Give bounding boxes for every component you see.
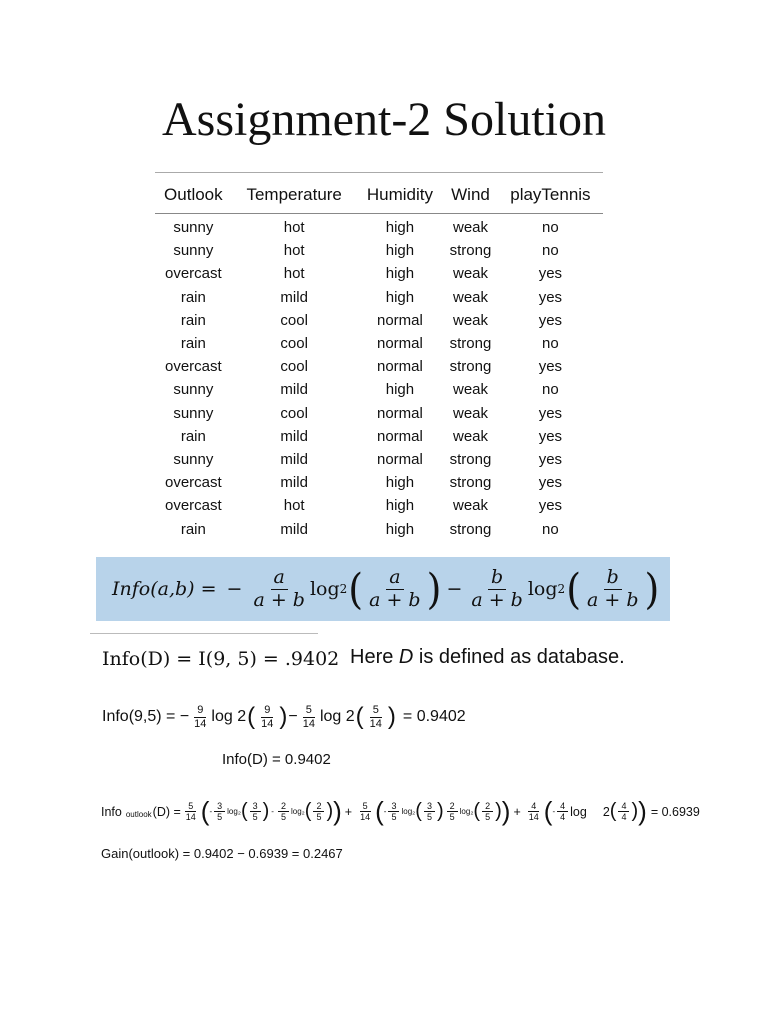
- info-outlook-label: Info: [101, 804, 122, 819]
- table-cell: sunny: [173, 381, 214, 399]
- table-cell: weak: [452, 427, 489, 445]
- io-log4: log₂: [459, 807, 474, 816]
- table-cell: yes: [538, 474, 563, 492]
- io-f8d: 5: [426, 812, 432, 822]
- table-row: [155, 332, 603, 355]
- table-cell: yes: [538, 404, 563, 422]
- table-cell: no: [542, 335, 559, 353]
- io-f11n: 4: [528, 801, 539, 812]
- table-cell: weak: [452, 265, 489, 283]
- numerator-b2: b: [604, 567, 622, 590]
- fraction-a2: [366, 567, 424, 612]
- header-humidity: Humidity: [357, 173, 444, 214]
- table-cell: strong: [449, 450, 492, 468]
- io-f10: [482, 801, 493, 823]
- io-f9n: 2: [447, 801, 458, 812]
- info95-frac4: [367, 704, 385, 730]
- numerator-a2: a: [386, 567, 403, 590]
- table-row: [155, 471, 603, 494]
- info-outlook-result: = 0.6939: [650, 804, 700, 819]
- io-p11: ): [495, 800, 502, 822]
- numerator-b: b: [488, 567, 506, 590]
- info95-d14d: 14: [369, 717, 382, 730]
- io-p16: ): [638, 796, 647, 826]
- table-row: [155, 494, 603, 517]
- log-label2: log: [527, 578, 558, 600]
- data-table: [155, 172, 603, 541]
- table-cell: sunny: [173, 404, 214, 422]
- table-cell: rain: [180, 288, 206, 306]
- info95-log1: log 2: [211, 708, 247, 725]
- info95-d14b: 14: [261, 717, 274, 730]
- table-cell: rain: [180, 335, 206, 353]
- info-formula-box: [96, 557, 670, 621]
- table-cell: normal: [376, 311, 423, 329]
- table-cell: hot: [283, 242, 305, 260]
- info95-log2: log 2: [319, 708, 355, 725]
- io-f2d: 5: [217, 812, 223, 822]
- io-p2: (: [240, 800, 248, 822]
- paren-close2: ): [644, 564, 660, 614]
- io-f5: [313, 801, 324, 823]
- table-cell: overcast: [165, 474, 222, 492]
- io-f13d: 4: [621, 812, 627, 822]
- io-m4: -: [552, 807, 556, 816]
- table-row: [155, 214, 603, 240]
- table-cell: normal: [376, 335, 423, 353]
- note-var: D: [398, 646, 414, 668]
- io-f8n: 3: [424, 801, 435, 812]
- table-cell: yes: [538, 497, 563, 515]
- table-cell: hot: [283, 265, 305, 283]
- io-f11d: 14: [528, 812, 539, 822]
- table-row: [155, 309, 603, 332]
- info95-n5: 5: [303, 704, 315, 718]
- table-cell: mild: [280, 288, 308, 306]
- io-f3: [250, 801, 261, 823]
- io-base5: 2: [602, 804, 610, 819]
- table-cell: sunny: [173, 450, 214, 468]
- table-cell: no: [542, 242, 559, 260]
- table-cell: normal: [376, 450, 423, 468]
- table-cell: cool: [280, 358, 308, 376]
- info95-result: = 0.9402: [402, 708, 466, 725]
- note-prefix: Here: [350, 646, 399, 668]
- table-cell: high: [385, 474, 415, 492]
- table-cell: strong: [449, 474, 492, 492]
- numerator-a: a: [271, 567, 288, 590]
- table-cell: cool: [280, 404, 308, 422]
- table-cell: yes: [538, 358, 563, 376]
- io-m1: -: [209, 807, 213, 816]
- info95-minus: −: [288, 708, 298, 725]
- fraction-b2: [584, 567, 642, 612]
- fraction-a: [250, 567, 308, 612]
- io-f8: [424, 801, 435, 823]
- table-row: [155, 286, 603, 309]
- table-cell: strong: [449, 520, 492, 538]
- gain-outlook: Gain(outlook) = 0.9402 − 0.6939 = 0.2467: [101, 846, 343, 861]
- io-f6: [357, 801, 373, 823]
- table-cell: normal: [376, 427, 423, 445]
- info-outlook-sub: outlook: [125, 810, 152, 819]
- io-f5n: 2: [313, 801, 324, 812]
- io-f13n: 4: [618, 801, 629, 812]
- table-cell: yes: [538, 311, 563, 329]
- table-cell: weak: [452, 497, 489, 515]
- io-log3: log₂: [401, 807, 416, 816]
- table-cell: mild: [280, 520, 308, 538]
- io-f11: [526, 801, 542, 823]
- io-plus2: +: [513, 804, 521, 819]
- formula-minus: −: [226, 578, 243, 600]
- table-cell: cool: [280, 335, 308, 353]
- table-cell: weak: [452, 311, 489, 329]
- io-p13: (: [543, 796, 553, 826]
- table-cell: strong: [449, 358, 492, 376]
- io-f6d: 14: [360, 812, 371, 822]
- io-log2: log₂: [290, 807, 305, 816]
- io-p9: ): [436, 800, 444, 822]
- io-f10n: 2: [482, 801, 493, 812]
- io-f9d: 5: [449, 812, 455, 822]
- table-cell: high: [385, 242, 415, 260]
- info95-d14: 14: [194, 717, 207, 730]
- table-cell: rain: [180, 427, 206, 445]
- table-cell: normal: [376, 358, 423, 376]
- table-cell: strong: [449, 242, 492, 260]
- table-row: [155, 262, 603, 285]
- info-9-5-equation: [102, 703, 466, 731]
- paren-open: (: [348, 564, 364, 614]
- io-p8: (: [415, 800, 422, 822]
- io-p5: ): [326, 800, 334, 822]
- table-cell: yes: [538, 288, 563, 306]
- io-f12d: 4: [560, 812, 566, 822]
- io-p1: (: [200, 796, 210, 826]
- io-f13: [618, 801, 629, 823]
- formula-minus2: −: [446, 578, 463, 600]
- io-f10d: 5: [485, 812, 491, 822]
- io-f3d: 5: [252, 812, 258, 822]
- io-p12: ): [501, 796, 511, 826]
- table-cell: overcast: [165, 265, 222, 283]
- table-cell: no: [542, 381, 559, 399]
- denominator-b2: a + b: [587, 588, 639, 611]
- io-f4n: 2: [278, 801, 289, 812]
- header-outlook: Outlook: [155, 173, 232, 214]
- io-f6n: 5: [360, 801, 371, 812]
- table-cell: overcast: [165, 497, 222, 515]
- io-p6: ): [333, 796, 342, 826]
- table-cell: yes: [538, 265, 563, 283]
- table-cell: mild: [280, 450, 308, 468]
- header-wind: Wind: [443, 173, 498, 214]
- io-p7: (: [375, 796, 384, 826]
- info-d-equation: Info(D) = I(9, 5) = .9402: [102, 648, 340, 670]
- io-p4: (: [304, 800, 312, 822]
- io-log1: log₂: [227, 807, 241, 816]
- header-playtennis: playTennis: [498, 173, 603, 214]
- paren-open2: (: [566, 564, 582, 614]
- table-cell: cool: [280, 311, 308, 329]
- table-cell: sunny: [173, 219, 214, 237]
- table-cell: hot: [283, 497, 305, 515]
- table-cell: sunny: [173, 242, 214, 260]
- table-cell: rain: [180, 311, 206, 329]
- io-p3: ): [262, 800, 270, 822]
- io-f12n: 4: [557, 801, 568, 812]
- info-outlook-arg: (D) =: [152, 804, 181, 819]
- table-cell: overcast: [165, 358, 222, 376]
- table-cell: no: [542, 219, 559, 237]
- table-cell: strong: [449, 335, 492, 353]
- io-p15: ): [631, 800, 639, 822]
- io-f1d: 14: [185, 812, 196, 822]
- table-cell: yes: [538, 450, 563, 468]
- table-row: [155, 402, 603, 425]
- info95-paren-close2: ): [387, 703, 396, 730]
- io-f9: [447, 801, 458, 823]
- io-m3: -: [383, 807, 387, 816]
- table-cell: high: [385, 219, 415, 237]
- table-cell: no: [542, 520, 559, 538]
- io-f1: [183, 801, 199, 823]
- io-f3n: 3: [250, 801, 261, 812]
- table-row: [155, 239, 603, 262]
- table-row: [155, 378, 603, 401]
- table-header-row: [155, 173, 603, 214]
- database-note: [350, 646, 625, 669]
- io-f7d: 5: [391, 812, 397, 822]
- info95-frac1: [191, 704, 209, 730]
- paren-close: ): [426, 564, 442, 614]
- info-outlook-equation: [101, 796, 700, 827]
- page-title: Assignment-2 Solution: [161, 93, 607, 146]
- io-p14: (: [609, 800, 617, 822]
- table-cell: high: [385, 288, 415, 306]
- denominator-a2: a + b: [369, 588, 421, 611]
- table-cell: high: [385, 381, 415, 399]
- denominator-a: a + b: [253, 588, 305, 611]
- fraction-b: [468, 567, 526, 612]
- info95-d14c: 14: [302, 717, 315, 730]
- info95-paren-open2: (: [355, 703, 364, 730]
- io-plus1: +: [344, 804, 353, 819]
- io-f7: [388, 801, 399, 823]
- table-cell: mild: [280, 427, 308, 445]
- io-f1n: 5: [185, 801, 196, 812]
- info-d-result: Info(D) = 0.9402: [222, 751, 331, 768]
- table-cell: mild: [280, 474, 308, 492]
- table-cell: weak: [452, 219, 489, 237]
- io-f4d: 5: [280, 812, 286, 822]
- info95-frac2: [258, 704, 276, 730]
- io-f12: [557, 801, 568, 823]
- table-body: [155, 214, 603, 541]
- table-cell: high: [385, 520, 415, 538]
- note-suffix: is defined as database.: [413, 646, 625, 668]
- io-m2: -: [271, 807, 274, 816]
- io-f2: [214, 801, 225, 823]
- info95-frac3: [300, 704, 318, 730]
- info95-lhs: Info(9,5) = −: [102, 708, 190, 725]
- table-cell: normal: [376, 404, 423, 422]
- io-f4: [278, 801, 289, 823]
- info95-paren-open1: (: [247, 703, 256, 730]
- table-cell: weak: [452, 404, 489, 422]
- io-p10: (: [473, 800, 481, 822]
- table-cell: weak: [452, 288, 489, 306]
- table-row: [155, 448, 603, 471]
- log-label: log: [309, 578, 340, 600]
- io-f2n: 3: [214, 801, 225, 812]
- denominator-b: a + b: [471, 588, 523, 611]
- io-log5: log: [570, 804, 587, 819]
- table-row: [155, 517, 603, 540]
- table-cell: high: [385, 265, 415, 283]
- io-f7n: 3: [388, 801, 399, 812]
- table-row: [155, 425, 603, 448]
- header-temperature: Temperature: [232, 173, 357, 214]
- table-cell: mild: [280, 381, 308, 399]
- table-cell: weak: [452, 381, 489, 399]
- formula-lhs: Info(a,b) =: [112, 578, 217, 600]
- table-row: [155, 355, 603, 378]
- table-cell: rain: [180, 520, 206, 538]
- table-cell: yes: [538, 427, 563, 445]
- table-cell: hot: [283, 219, 305, 237]
- log-base: 2: [339, 582, 348, 596]
- log-base2: 2: [557, 582, 566, 596]
- io-f5d: 5: [316, 812, 322, 822]
- table-cell: high: [385, 497, 415, 515]
- info95-n9: 9: [194, 704, 206, 718]
- info95-paren-close1: ): [279, 703, 288, 730]
- info95-n5b: 5: [370, 704, 382, 718]
- info95-n9b: 9: [261, 704, 273, 718]
